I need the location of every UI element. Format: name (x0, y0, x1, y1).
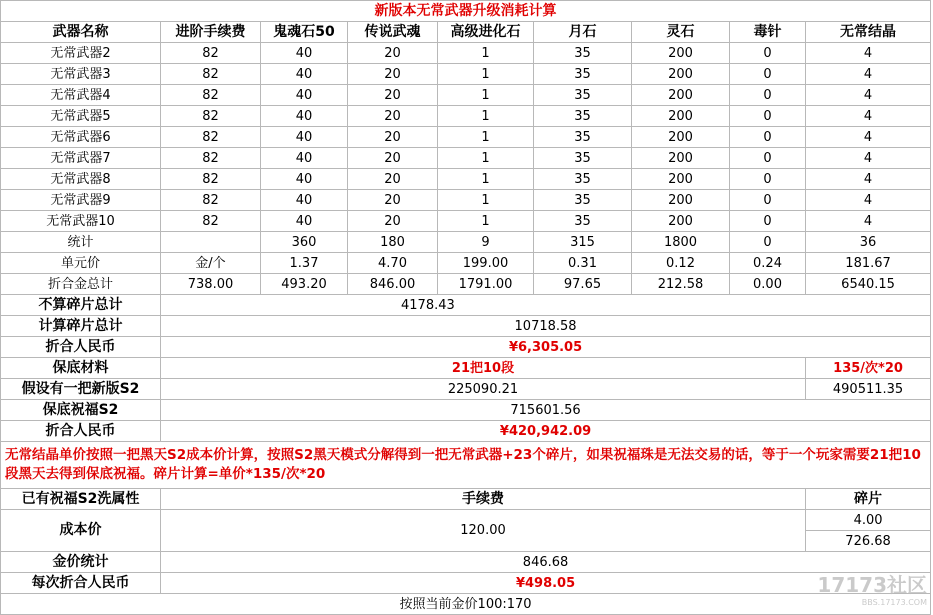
bless-label: 保底祝福S2 (1, 400, 161, 421)
cell-value: 315 (534, 232, 632, 253)
note-row (1, 442, 931, 489)
cell-value: 82 (161, 64, 261, 85)
column-header: 灵石 (632, 22, 730, 43)
cell-value: 金/个 (161, 253, 261, 274)
cell-value: 1 (438, 43, 534, 64)
assume-row (1, 379, 931, 400)
cell-value: 200 (632, 148, 730, 169)
cell-value: 0 (730, 106, 806, 127)
frag-row (1, 316, 931, 337)
footer-text: 按照当前金价100:170 (1, 594, 931, 615)
column-header: 月石 (534, 22, 632, 43)
cell-value: 4 (806, 85, 931, 106)
cell-value: 1 (438, 190, 534, 211)
table-row (1, 85, 931, 106)
cost-label: 成本价 (1, 510, 161, 552)
cell-value: 1 (438, 106, 534, 127)
table-row (1, 211, 931, 232)
cell-value: 1 (438, 211, 534, 232)
cell-value: 40 (261, 190, 348, 211)
no-frag-value: 4178.43 (161, 295, 931, 316)
cell-value: 4 (806, 169, 931, 190)
each-rmb-row (1, 573, 931, 594)
cell-value: 82 (161, 43, 261, 64)
cell-value: 200 (632, 169, 730, 190)
weapon-name: 无常武器10 (1, 211, 161, 232)
cell-value: 1.37 (261, 253, 348, 274)
each-rmb-value: ¥498.05 (161, 573, 931, 594)
watermark-url: BBS.17173.COM (861, 598, 927, 607)
column-header: 无常结晶 (806, 22, 931, 43)
row-label: 单元价 (1, 253, 161, 274)
cell-value: 20 (348, 148, 438, 169)
cell-value: 0 (730, 43, 806, 64)
table-row (1, 127, 931, 148)
column-header: 高级进化石 (438, 22, 534, 43)
cell-value: 82 (161, 85, 261, 106)
cell-value: 0 (730, 127, 806, 148)
cell-value: 4 (806, 106, 931, 127)
weapon-name: 无常武器7 (1, 148, 161, 169)
rmb2-row (1, 421, 931, 442)
cell-value: 35 (534, 190, 632, 211)
column-header: 传说武魂 (348, 22, 438, 43)
unit-price-row (1, 253, 931, 274)
gold-stat-row (1, 552, 931, 573)
cell-value: 35 (534, 43, 632, 64)
cell-value: 0.31 (534, 253, 632, 274)
frag-value: 10718.58 (161, 316, 931, 337)
title-row (1, 1, 931, 22)
cell-value: 738.00 (161, 274, 261, 295)
cell-value: 40 (261, 148, 348, 169)
cell-value: 20 (348, 64, 438, 85)
cell-value: 35 (534, 148, 632, 169)
cost-row-1 (1, 510, 931, 531)
weapon-name: 无常武器5 (1, 106, 161, 127)
no-frag-label: 不算碎片总计 (1, 295, 161, 316)
cell-value: 1 (438, 148, 534, 169)
guarantee-label: 保底材料 (1, 358, 161, 379)
no-frag-row (1, 295, 931, 316)
cell-value: 35 (534, 127, 632, 148)
cell-value: 199.00 (438, 253, 534, 274)
watermark-text: 17173社区 (817, 573, 927, 597)
gold-stat-label: 金价统计 (1, 552, 161, 573)
cell-value: 200 (632, 190, 730, 211)
cell-value: 0 (730, 211, 806, 232)
cell-value: 20 (348, 43, 438, 64)
cell-value: 1800 (632, 232, 730, 253)
cell-value: 20 (348, 106, 438, 127)
row-label: 统计 (1, 232, 161, 253)
cell-value: 82 (161, 148, 261, 169)
rmb-value: ¥6,305.05 (161, 337, 931, 358)
cell-value: 200 (632, 127, 730, 148)
cell-value: 200 (632, 85, 730, 106)
cell-value: 180 (348, 232, 438, 253)
sheet-title: 新版本无常武器升级消耗计算 (1, 1, 931, 22)
assume-value: 225090.21 (161, 379, 806, 400)
cell-value: 0 (730, 148, 806, 169)
frag-label: 计算碎片总计 (1, 316, 161, 337)
cell-value: 0 (730, 64, 806, 85)
cell-value: 4 (806, 190, 931, 211)
cell-value: 40 (261, 127, 348, 148)
cell-value: 1791.00 (438, 274, 534, 295)
cell-value: 40 (261, 211, 348, 232)
cell-value: 846.00 (348, 274, 438, 295)
cell-value (161, 232, 261, 253)
cell-value: 40 (261, 43, 348, 64)
cell-value: 4 (806, 127, 931, 148)
rmb2-label: 折合人民币 (1, 421, 161, 442)
cell-value: 0 (730, 169, 806, 190)
cell-value: 0 (730, 232, 806, 253)
cell-value: 0 (730, 85, 806, 106)
cell-value: 1 (438, 85, 534, 106)
assume-label: 假设有一把新版S2 (1, 379, 161, 400)
weapon-name: 无常武器6 (1, 127, 161, 148)
table-row (1, 43, 931, 64)
cell-value: 212.58 (632, 274, 730, 295)
cell-value: 97.65 (534, 274, 632, 295)
bless-value: 715601.56 (161, 400, 931, 421)
table-row (1, 64, 931, 85)
cell-value: 200 (632, 43, 730, 64)
header-row (1, 22, 931, 43)
rmb2-value: ¥420,942.09 (161, 421, 931, 442)
gold-total-row (1, 274, 931, 295)
cell-value: 82 (161, 127, 261, 148)
cell-value: 4 (806, 148, 931, 169)
note-text: 无常结晶单价按照一把黑天S2成本价计算，按照S2黑天模式分解得到一把无常武器+23个碎片，如果祝福珠是无法交易的话，等于一个玩家需要21把10段黑天去得到保底祝福。碎片计算=单价*135/次*20 (1, 442, 931, 489)
cell-value: 20 (348, 85, 438, 106)
cell-value: 35 (534, 211, 632, 232)
gold-stat-value: 846.68 (161, 552, 931, 573)
cell-value: 20 (348, 127, 438, 148)
cell-value: 20 (348, 211, 438, 232)
weapon-name: 无常武器4 (1, 85, 161, 106)
cell-value: 35 (534, 106, 632, 127)
rmb-label: 折合人民币 (1, 337, 161, 358)
cell-value: 1 (438, 169, 534, 190)
table-row (1, 169, 931, 190)
rmb-row (1, 337, 931, 358)
watermark-logo (817, 569, 927, 607)
cell-value: 493.20 (261, 274, 348, 295)
weapon-name: 无常武器3 (1, 64, 161, 85)
cell-value: 4 (806, 211, 931, 232)
cell-value: 82 (161, 169, 261, 190)
wash-frag-label: 碎片 (806, 489, 931, 510)
cell-value: 40 (261, 169, 348, 190)
fee-label: 手续费 (161, 489, 806, 510)
wash-header-row (1, 489, 931, 510)
cell-value: 1 (438, 64, 534, 85)
guarantee-row (1, 358, 931, 379)
column-header: 进阶手续费 (161, 22, 261, 43)
each-rmb-label: 每次折合人民币 (1, 573, 161, 594)
cell-value: 4 (806, 64, 931, 85)
cell-value: 36 (806, 232, 931, 253)
footer-row (1, 594, 931, 615)
guarantee-right: 135/次*20 (806, 358, 931, 379)
cell-value: 40 (261, 64, 348, 85)
assume-right: 490511.35 (806, 379, 931, 400)
cell-value: 4.70 (348, 253, 438, 274)
table-row (1, 190, 931, 211)
cell-value: 35 (534, 85, 632, 106)
cell-value: 20 (348, 169, 438, 190)
cell-value: 0 (730, 190, 806, 211)
frag-total-value: 726.68 (806, 531, 931, 552)
cell-value: 82 (161, 211, 261, 232)
cell-value: 6540.15 (806, 274, 931, 295)
cell-value: 181.67 (806, 253, 931, 274)
table-row (1, 148, 931, 169)
cell-value: 82 (161, 190, 261, 211)
frag-unit-value: 4.00 (806, 510, 931, 531)
cell-value: 0.24 (730, 253, 806, 274)
stats-row (1, 232, 931, 253)
cell-value: 35 (534, 169, 632, 190)
cell-value: 0.12 (632, 253, 730, 274)
cell-value: 9 (438, 232, 534, 253)
cell-value: 200 (632, 106, 730, 127)
wash-label: 已有祝福S2洗属性 (1, 489, 161, 510)
table-row (1, 106, 931, 127)
row-label: 折合金总计 (1, 274, 161, 295)
cell-value: 200 (632, 211, 730, 232)
cell-value: 20 (348, 190, 438, 211)
weapon-rows (1, 43, 931, 232)
weapon-name: 无常武器9 (1, 190, 161, 211)
column-header: 武器名称 (1, 22, 161, 43)
cell-value: 40 (261, 85, 348, 106)
cell-value: 4 (806, 43, 931, 64)
cell-value: 35 (534, 64, 632, 85)
cell-value: 200 (632, 64, 730, 85)
cell-value: 40 (261, 106, 348, 127)
cell-value: 82 (161, 106, 261, 127)
weapon-name: 无常武器2 (1, 43, 161, 64)
column-header: 毒针 (730, 22, 806, 43)
cell-value: 360 (261, 232, 348, 253)
column-header: 鬼魂石50 (261, 22, 348, 43)
cell-value: 0.00 (730, 274, 806, 295)
bless-row (1, 400, 931, 421)
cell-value: 1 (438, 127, 534, 148)
guarantee-value: 21把10段 (161, 358, 806, 379)
fee-value: 120.00 (161, 510, 806, 552)
weapon-name: 无常武器8 (1, 169, 161, 190)
